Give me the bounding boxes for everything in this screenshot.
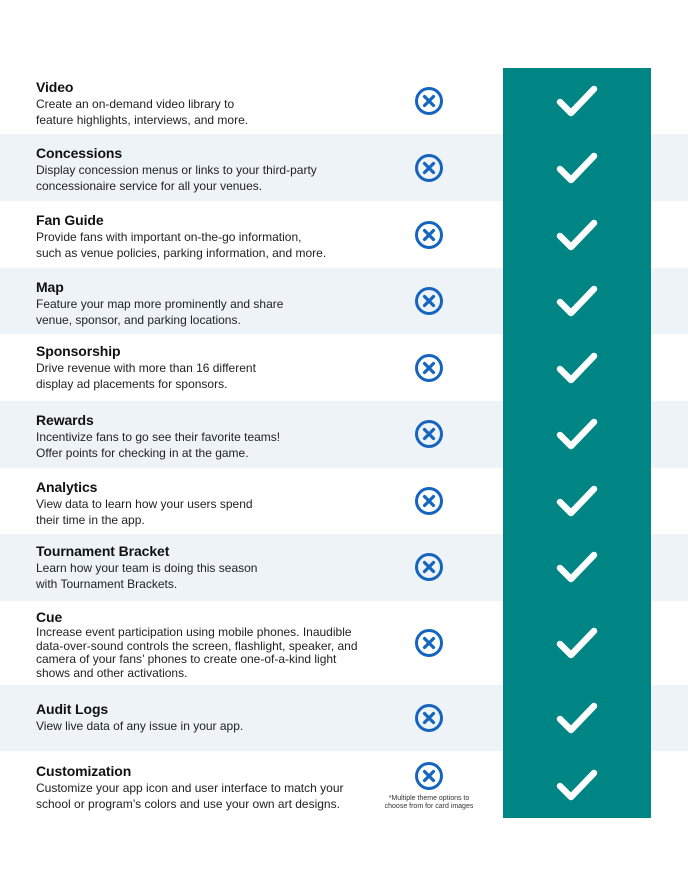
- feature-text: [36, 79, 381, 128]
- description-line: school or program’s colors and use your own art designs.: [36, 796, 340, 811]
- feature-text: [36, 763, 381, 812]
- description-line: concessionaire service for all your venues.: [36, 178, 263, 193]
- checkmark-icon: [556, 484, 598, 518]
- x-circle-icon: [414, 286, 444, 316]
- x-circle-icon: [414, 761, 444, 791]
- checkmark-icon: [556, 550, 598, 584]
- feature-title: Map: [36, 279, 64, 295]
- feature-description: [36, 781, 381, 812]
- feature-text: [36, 212, 381, 261]
- description-line: Increase event participation using mobile phones. Inaudible: [36, 625, 352, 639]
- feature-description: [36, 561, 381, 592]
- x-circle-icon: [414, 353, 444, 383]
- feature-description: [36, 297, 381, 328]
- feature-description: [36, 230, 381, 261]
- checkmark-icon: [556, 417, 598, 451]
- feature-description: [36, 626, 381, 680]
- description-line: data-over-sound controls the screen, flashlight, speaker, and: [36, 638, 358, 653]
- checkmark-icon: [556, 768, 598, 802]
- feature-description: [36, 719, 381, 735]
- description-line: their time in the app.: [36, 512, 145, 527]
- x-circle-icon: [414, 486, 444, 516]
- description-line: venue, sponsor, and parking locations.: [36, 312, 241, 327]
- feature-title: Fan Guide: [36, 212, 104, 228]
- checkmark-icon: [556, 626, 598, 660]
- feature-text: [36, 543, 381, 592]
- description-line: Drive revenue with more than 16 different: [36, 361, 256, 375]
- feature-text: [36, 479, 381, 528]
- description-line: Feature your map more prominently and share: [36, 297, 284, 311]
- description-line: shows and other activations.: [36, 665, 188, 680]
- x-circle-icon: [414, 220, 444, 250]
- feature-title: Analytics: [36, 479, 98, 495]
- checkmark-icon: [556, 701, 598, 735]
- description-line: Display concession menus or links to your third-party: [36, 163, 317, 177]
- description-line: Offer points for checking in at the game.: [36, 445, 249, 460]
- description-line: Create an on-demand video library to: [36, 97, 235, 111]
- x-circle-icon: [414, 419, 444, 449]
- feature-title: Concessions: [36, 145, 123, 161]
- x-circle-icon: [414, 153, 444, 183]
- feature-title: Cue: [36, 609, 63, 625]
- description-line: feature highlights, interviews, and more.: [36, 112, 249, 127]
- description-line: camera of your fans’ phones to create one-of-a-kind light: [36, 652, 337, 666]
- description-line: Learn how your team is doing this season: [36, 561, 258, 575]
- footnote: [376, 795, 482, 811]
- feature-title: Video: [36, 79, 74, 95]
- checkmark-icon: [556, 218, 598, 252]
- feature-description: [36, 497, 381, 528]
- feature-title: Sponsorship: [36, 343, 121, 359]
- feature-text: [36, 279, 381, 328]
- feature-text: [36, 145, 381, 194]
- feature-description: [36, 163, 381, 194]
- footnote-line: choose from for card images: [384, 803, 474, 810]
- feature-text: [36, 609, 381, 680]
- x-circle-icon: [414, 628, 444, 658]
- feature-text: [36, 343, 381, 392]
- x-circle-icon: [414, 552, 444, 582]
- description-line: with Tournament Brackets.: [36, 576, 178, 591]
- feature-description: [36, 361, 381, 392]
- feature-title: Customization: [36, 763, 132, 779]
- x-circle-icon: [414, 86, 444, 116]
- checkmark-icon: [556, 351, 598, 385]
- checkmark-icon: [556, 284, 598, 318]
- description-line: View live data of any issue in your app.: [36, 719, 244, 733]
- checkmark-icon: [556, 84, 598, 118]
- feature-text: [36, 412, 381, 461]
- feature-text: [36, 701, 381, 735]
- description-line: Customize your app icon and user interface to match your: [36, 781, 344, 795]
- description-line: display ad placements for sponsors.: [36, 376, 228, 391]
- feature-title: Rewards: [36, 412, 94, 428]
- feature-description: [36, 430, 381, 461]
- description-line: such as venue policies, parking information, and more.: [36, 245, 327, 260]
- description-line: View data to learn how your users spend: [36, 497, 253, 511]
- feature-description: [36, 97, 381, 128]
- footnote-line: *Multiple theme options to: [388, 795, 470, 802]
- description-line: Incentivize fans to go see their favorite teams!: [36, 430, 281, 444]
- x-circle-icon: [414, 703, 444, 733]
- description-line: Provide fans with important on-the-go information,: [36, 230, 302, 244]
- feature-title: Tournament Bracket: [36, 543, 170, 559]
- feature-title: Audit Logs: [36, 701, 109, 717]
- checkmark-icon: [556, 151, 598, 185]
